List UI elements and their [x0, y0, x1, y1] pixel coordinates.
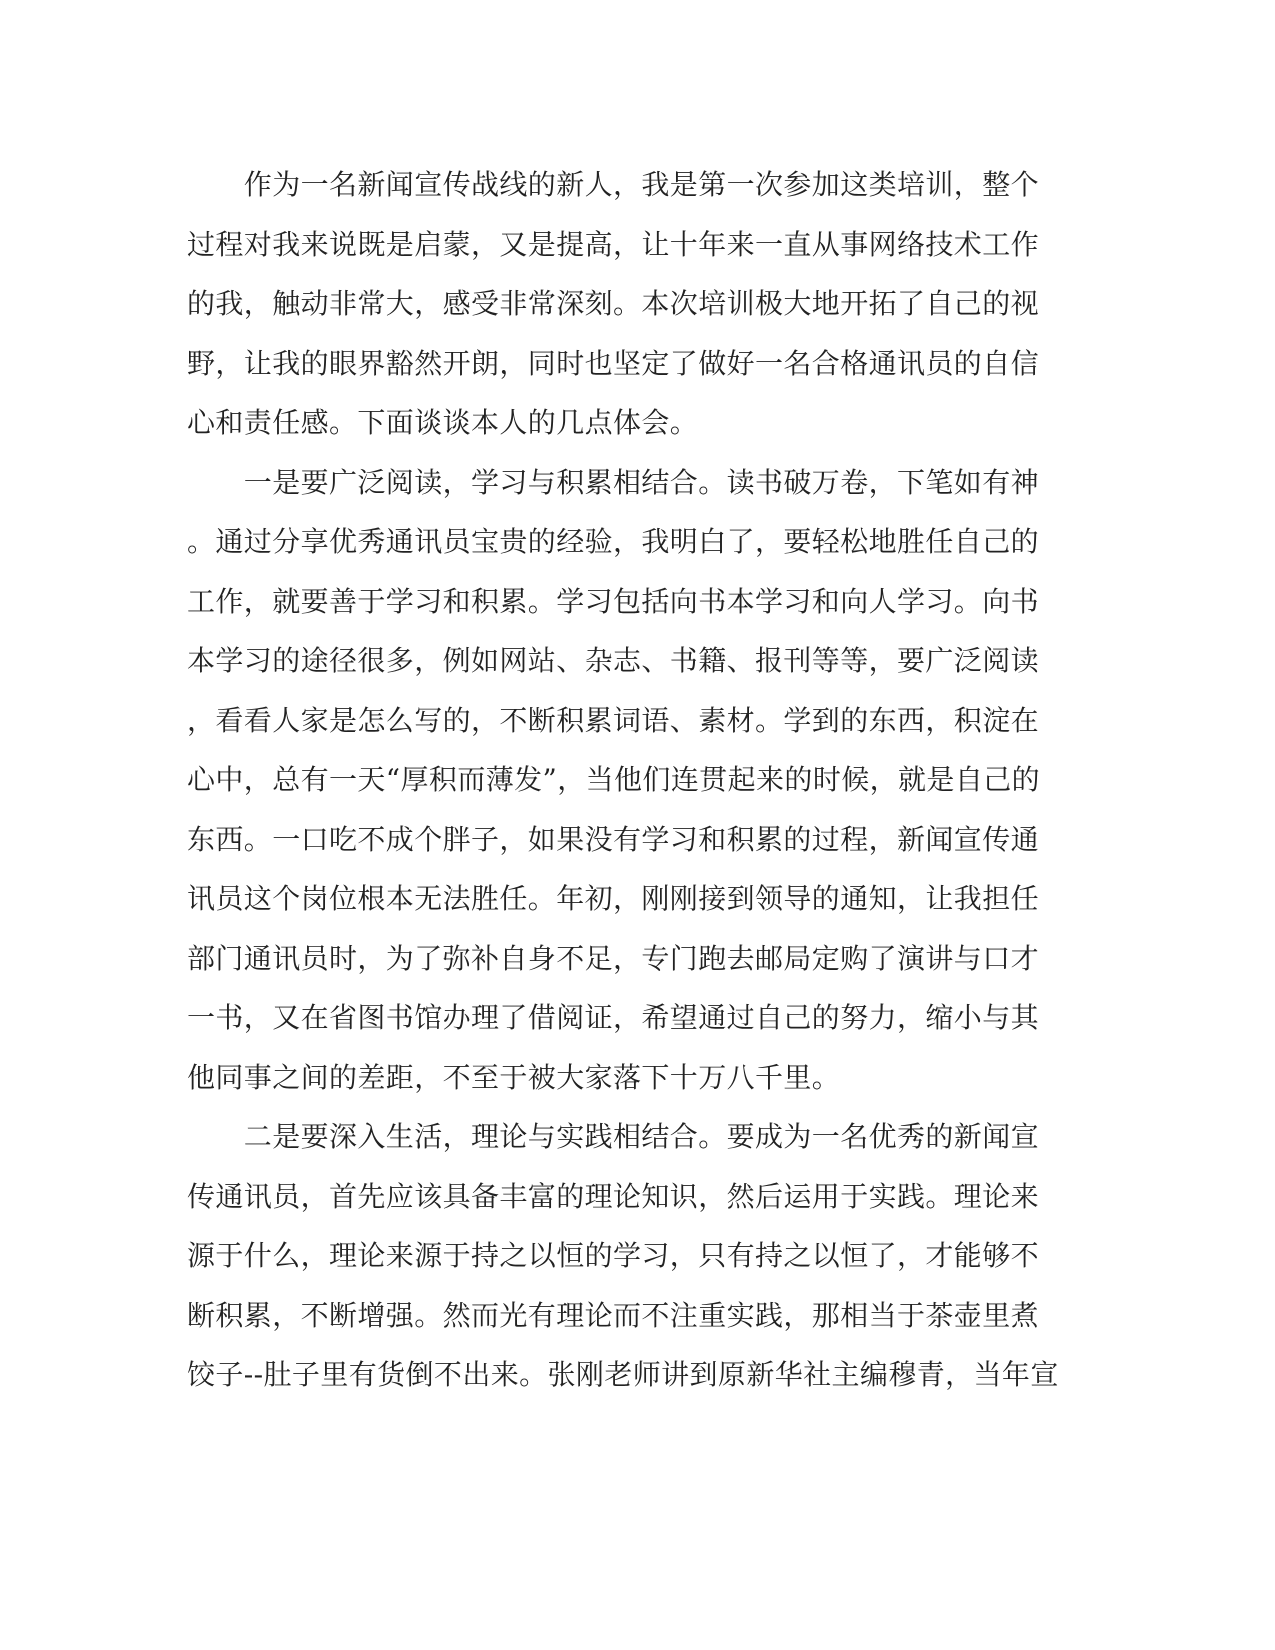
text-line: 断积累，不断增强。然而光有理论而不注重实践，那相当于茶壶里煮	[187, 1298, 1040, 1332]
text-line: 部门通讯员时，为了弥补自身不足，专门跑去邮局定购了演讲与口才	[187, 941, 1040, 975]
text-line: 心和责任感。下面谈谈本人的几点体会。	[187, 406, 699, 439]
text-line: 二是要深入生活，理论与实践相结合。要成为一名优秀的新闻宣	[187, 1120, 1040, 1153]
text-line: 饺子--肚子里有货倒不出来。张刚老师讲到原新华社主编穆青，当年宣	[187, 1358, 1059, 1391]
text-line: 传通讯员，首先应该具备丰富的理论知识，然后运用于实践。理论来	[187, 1179, 1040, 1213]
paragraph-1	[187, 155, 1087, 453]
text-line: 讯员这个岗位根本无法胜任。年初，刚刚接到领导的通知，让我担任	[187, 882, 1040, 915]
text-line: 东西。一口吃不成个胖子，如果没有学习和积累的过程，新闻宣传通	[187, 822, 1040, 856]
text-line: 源于什么，理论来源于持之以恒的学习，只有持之以恒了，才能够不	[187, 1239, 1040, 1272]
text-line: 一书，又在省图书馆办理了借阅证，希望通过自己的努力，缩小与其	[187, 1001, 1040, 1034]
text-line: 过程对我来说既是启蒙，又是提高，让十年来一直从事网络技术工作	[187, 227, 1040, 261]
body-text	[187, 155, 1087, 1405]
text-line: 的我，触动非常大，感受非常深刻。本次培训极大地开拓了自己的视	[187, 287, 1040, 320]
text-line: 野，让我的眼界豁然开朗，同时也坚定了做好一名合格通讯员的自信	[187, 346, 1040, 380]
text-line: 一是要广泛阅读，学习与积累相结合。读书破万卷，下笔如有神	[187, 465, 1040, 499]
text-line: 心中，总有一天“厚积而薄发”，当他们连贯起来的时候，就是自己的	[187, 763, 1041, 796]
text-line: 他同事之间的差距，不至于被大家落下十万八千里。	[187, 1060, 841, 1094]
paragraph-2	[187, 453, 1087, 1108]
text-line: ，看看人家是怎么写的，不断积累词语、素材。学到的东西，积淀在	[187, 703, 1040, 737]
text-line: 。通过分享优秀通讯员宝贵的经验，我明白了，要轻松地胜任自己的	[187, 525, 1040, 558]
paragraph-3	[187, 1107, 1087, 1405]
text-line: 工作，就要善于学习和积累。学习包括向书本学习和向人学习。向书	[187, 584, 1040, 618]
text-line: 本学习的途径很多，例如网站、杂志、书籍、报刊等等，要广泛阅读	[187, 644, 1040, 677]
text-line: 作为一名新闻宣传战线的新人，我是第一次参加这类培训，整个	[187, 168, 1040, 201]
